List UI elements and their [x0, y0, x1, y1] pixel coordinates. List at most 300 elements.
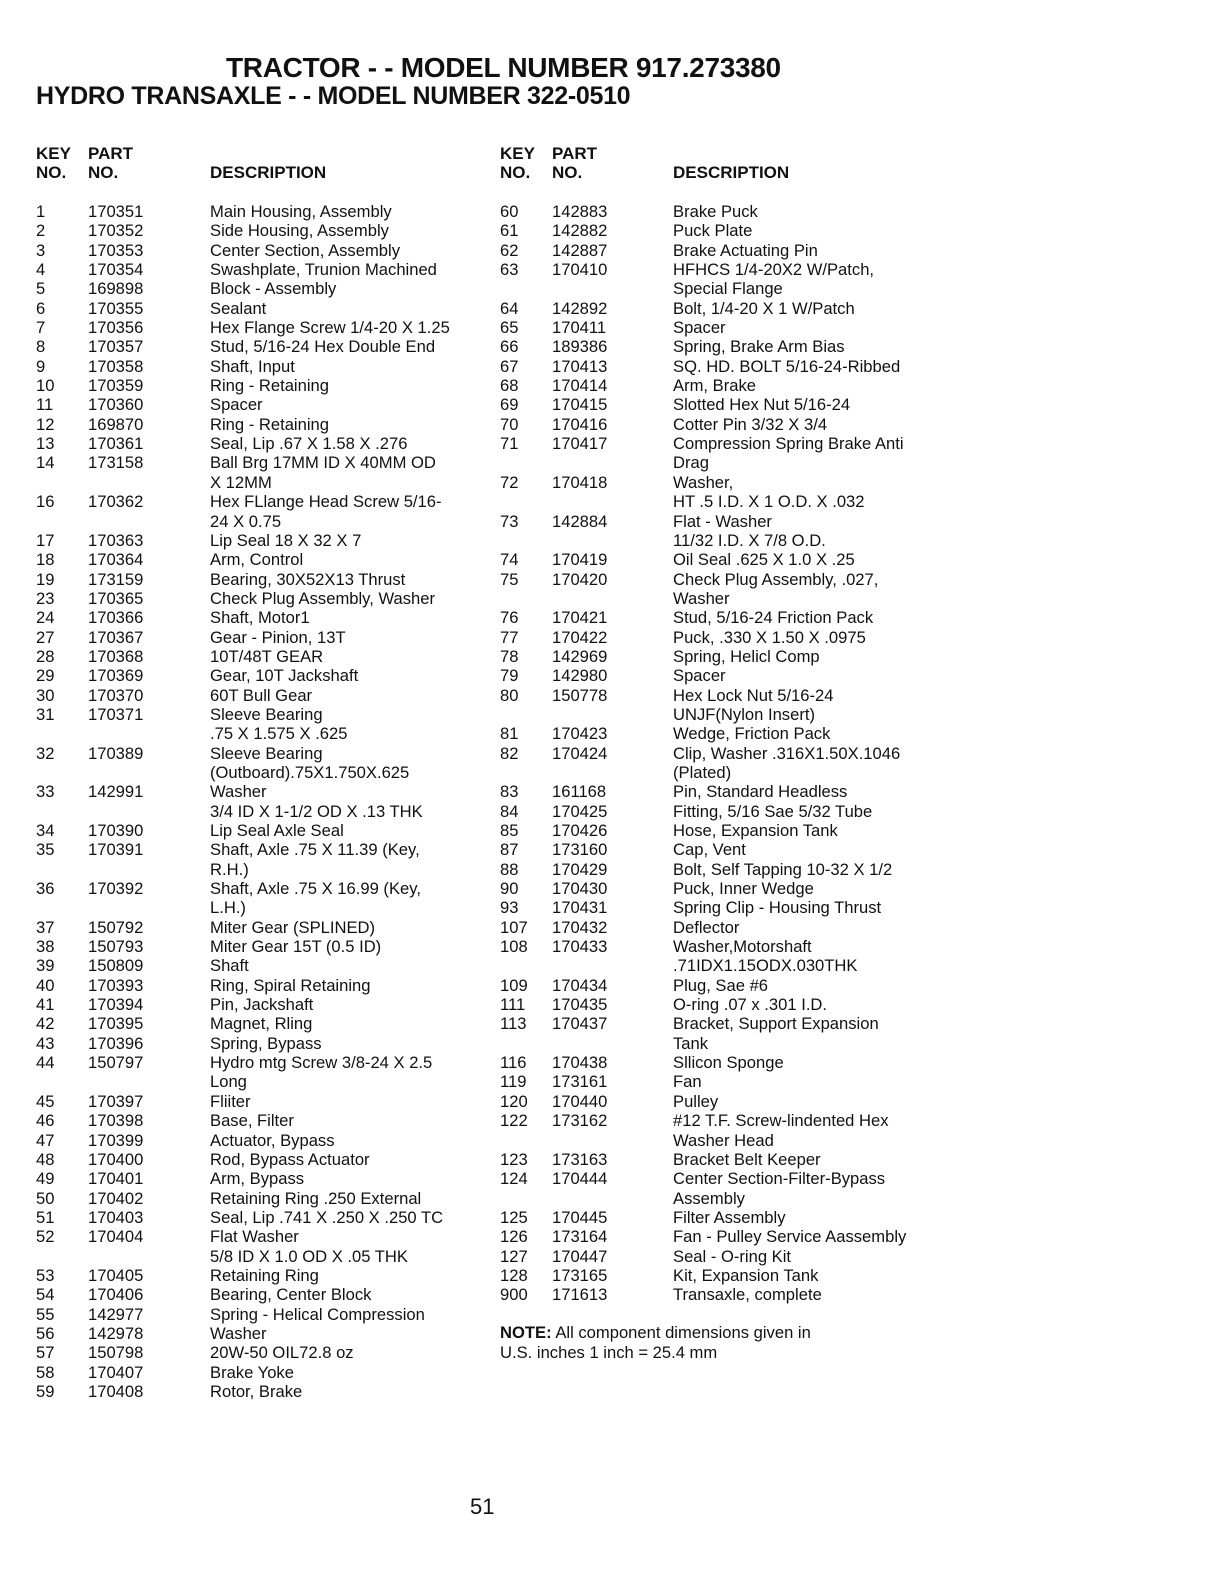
- page-number: 51: [470, 1494, 495, 1519]
- description-line: Cotter Pin 3/32 X 3/4: [673, 414, 828, 434]
- description-line: Lip Seal Axle Seal: [210, 821, 344, 840]
- description-line: Bearing, 30X52X13 Thrust: [210, 569, 406, 589]
- key-no-header-line2: NO.: [36, 163, 67, 182]
- part-row: [36, 1111, 496, 1130]
- description-line: Puck, .330 X 1.50 X .0975: [673, 627, 866, 647]
- key-number: 93: [500, 898, 519, 918]
- description-line: Shaft, Axle .75 X 11.39 (Key,: [210, 840, 420, 860]
- part-row: [500, 821, 950, 840]
- description-line: O-ring .07 x .301 I.D.: [673, 995, 828, 1015]
- part-row: [36, 492, 496, 531]
- description-line: Fan - Pulley Service Aassembly: [673, 1227, 907, 1247]
- key-number: 87: [500, 840, 519, 860]
- part-row: [500, 879, 950, 898]
- part-number: 170395: [88, 1014, 144, 1034]
- part-description: [210, 1382, 496, 1401]
- key-number: 52: [36, 1227, 55, 1247]
- part-number: 170419: [552, 550, 608, 570]
- part-description: [210, 1189, 496, 1208]
- description-line: Bracket, Support Expansion: [673, 1014, 879, 1034]
- key-number: 9: [36, 356, 46, 376]
- dimensions-note: [500, 1323, 950, 1363]
- description-line: Base, Filter: [210, 1111, 294, 1131]
- part-row: [36, 976, 496, 995]
- description-line: Gear, 10T Jackshaft: [210, 666, 359, 686]
- description-line: Rotor, Brake: [210, 1381, 303, 1401]
- key-number: 14: [36, 453, 55, 473]
- part-row: [36, 608, 496, 627]
- part-row: [500, 473, 950, 512]
- key-number: 11: [36, 395, 54, 415]
- key-number: 17: [36, 530, 55, 550]
- key-number: 13: [36, 434, 55, 454]
- part-number: 142978: [88, 1323, 144, 1343]
- part-row: [500, 840, 950, 859]
- part-number: 170371: [88, 704, 144, 724]
- part-number: 170416: [552, 414, 608, 434]
- key-number: 113: [500, 1014, 527, 1034]
- key-number: 24: [36, 608, 55, 628]
- part-number: 170414: [552, 376, 608, 396]
- part-number: 170421: [552, 608, 608, 628]
- part-description: [673, 1092, 950, 1111]
- part-description: [210, 1285, 496, 1304]
- part-row: [36, 1382, 496, 1401]
- description-line: Arm, Bypass: [210, 1169, 305, 1189]
- part-row: [500, 299, 950, 318]
- part-description: [210, 821, 496, 840]
- description-line: Brake Yoke: [210, 1362, 294, 1382]
- key-number: 108: [500, 937, 528, 957]
- part-number: 170359: [88, 376, 144, 396]
- part-description: [673, 802, 950, 821]
- key-number: 47: [36, 1130, 55, 1150]
- part-description: [673, 1169, 950, 1208]
- key-number: 82: [500, 743, 519, 763]
- part-row: [500, 802, 950, 821]
- part-number: 170447: [552, 1246, 608, 1266]
- part-row: [500, 647, 950, 666]
- description-line: Ring - Retaining: [210, 414, 329, 434]
- part-row: [500, 415, 950, 434]
- column-header: [36, 144, 496, 184]
- part-description: [210, 1053, 496, 1092]
- part-number: 170407: [88, 1362, 144, 1382]
- part-number: 170392: [88, 879, 144, 899]
- part-description: [210, 840, 496, 879]
- description-line: Flat Washer: [210, 1227, 299, 1247]
- description-line: Sleeve Bearing: [210, 743, 323, 763]
- part-number: 173162: [552, 1111, 608, 1131]
- part-number: 170418: [552, 472, 608, 492]
- part-description: [673, 337, 950, 356]
- key-number: 2: [36, 221, 46, 241]
- description-line: Shaft, Input: [210, 356, 295, 376]
- part-row: [500, 666, 950, 685]
- part-description: [673, 202, 950, 221]
- part-number: 170425: [552, 801, 608, 821]
- part-number: 170408: [88, 1381, 144, 1401]
- part-number: 170361: [88, 434, 144, 454]
- description-line: Stud, 5/16-24 Friction Pack: [673, 608, 874, 628]
- part-number: 170400: [88, 1149, 144, 1169]
- part-description: [673, 879, 950, 898]
- part-number: 142887: [552, 240, 608, 260]
- key-number: 90: [500, 879, 519, 899]
- description-line: Wedge, Friction Pack: [673, 724, 831, 744]
- description-line: R.H.): [210, 859, 249, 879]
- part-number: 150778: [552, 685, 608, 705]
- part-number: 170360: [88, 395, 144, 415]
- part-description: [673, 782, 950, 801]
- part-row: [500, 1092, 950, 1111]
- note-label: NOTE:: [500, 1322, 552, 1342]
- description-line: Hydro mtg Screw 3/8-24 X 2.5: [210, 1053, 433, 1073]
- part-number: 170368: [88, 646, 144, 666]
- description-line: #12 T.F. Screw-lindented Hex: [673, 1111, 889, 1131]
- part-description: [210, 1111, 496, 1130]
- part-row: [36, 1343, 496, 1362]
- description-line: Miter Gear (SPLINED): [210, 917, 376, 937]
- part-row: [36, 318, 496, 337]
- description-line: 5/8 ID X 1.0 OD X .05 THK: [210, 1246, 408, 1266]
- part-number: 173160: [552, 840, 608, 860]
- key-number: 42: [36, 1014, 55, 1034]
- note-line2: U.S. inches 1 inch = 25.4 mm: [500, 1342, 718, 1362]
- part-description: [210, 492, 496, 531]
- part-description: [210, 299, 496, 318]
- part-description: [210, 995, 496, 1014]
- part-number: 169898: [88, 279, 144, 299]
- key-number: 6: [36, 298, 46, 318]
- key-number: 124: [500, 1169, 528, 1189]
- key-number: 85: [500, 821, 519, 840]
- part-number: 142892: [552, 298, 608, 318]
- description-line: Shaft, Motor1: [210, 608, 310, 628]
- description-line: Check Plug Assembly, .027,: [673, 569, 879, 589]
- key-number: 37: [36, 917, 55, 937]
- part-number: 170363: [88, 530, 144, 550]
- column-header: [500, 144, 950, 184]
- part-row: [36, 1169, 496, 1188]
- key-number: 19: [36, 569, 55, 589]
- description-line: Plug, Sae #6: [673, 975, 769, 995]
- key-number: 1: [36, 202, 46, 221]
- description-line: Side Housing, Assembly: [210, 221, 389, 241]
- part-row: [36, 956, 496, 975]
- part-row: [500, 376, 950, 395]
- key-number: 58: [36, 1362, 55, 1382]
- description-line: Retaining Ring: [210, 1265, 319, 1285]
- key-number: 127: [500, 1246, 528, 1266]
- description-line: Pulley: [673, 1091, 719, 1111]
- key-number: 53: [36, 1265, 55, 1285]
- part-description: [210, 202, 496, 221]
- description-line: 60T Bull Gear: [210, 685, 313, 705]
- part-row: [500, 1072, 950, 1091]
- description-line: Hose, Expansion Tank: [673, 821, 838, 840]
- part-row: [36, 666, 496, 685]
- part-row: [36, 1189, 496, 1208]
- page-subtitle: HYDRO TRANSAXLE - - MODEL NUMBER 322-0510: [36, 82, 631, 110]
- part-number: 170426: [552, 821, 608, 840]
- part-number: 170438: [552, 1053, 608, 1073]
- part-number: 170365: [88, 588, 144, 608]
- part-row: [500, 686, 950, 725]
- part-row: [500, 918, 950, 937]
- part-row: [500, 976, 950, 995]
- part-description: [210, 647, 496, 666]
- description-line: Lip Seal 18 X 32 X 7: [210, 530, 362, 550]
- part-row: [500, 1227, 950, 1246]
- part-number: 150809: [88, 956, 144, 976]
- description-line: Spacer: [673, 666, 726, 686]
- key-number: 59: [36, 1381, 55, 1401]
- part-number: 161168: [552, 782, 607, 802]
- description-line: Fliiter: [210, 1091, 251, 1111]
- description-line: Hex Flange Screw 1/4-20 X 1.25: [210, 318, 450, 338]
- key-number: 32: [36, 743, 55, 763]
- description-line: Washer Head: [673, 1130, 774, 1150]
- part-number: 170413: [552, 356, 608, 376]
- part-description: [210, 221, 496, 240]
- key-number: 33: [36, 782, 55, 802]
- part-number: 170405: [88, 1265, 144, 1285]
- description-line: Swashplate, Trunion Machined: [210, 260, 437, 280]
- description-line: Transaxle, complete: [673, 1285, 822, 1305]
- key-number: 60: [500, 202, 519, 221]
- part-row: [36, 918, 496, 937]
- part-row: [36, 1053, 496, 1092]
- description-line: Bracket Belt Keeper: [673, 1149, 821, 1169]
- key-number: 80: [500, 685, 519, 705]
- part-row: [36, 434, 496, 453]
- key-number: 69: [500, 395, 519, 415]
- description-line: Miter Gear 15T (0.5 ID): [210, 937, 382, 957]
- part-number: 142991: [88, 782, 144, 802]
- part-row: [36, 1305, 496, 1324]
- key-number: 123: [500, 1149, 528, 1169]
- description-line: SQ. HD. BOLT 5/16-24-Ribbed: [673, 356, 901, 376]
- key-number: 46: [36, 1111, 55, 1131]
- key-number: 4: [36, 260, 46, 280]
- description-line: Shaft, Axle .75 X 16.99 (Key,: [210, 879, 421, 899]
- part-description: [210, 434, 496, 453]
- part-description: [673, 744, 950, 783]
- part-description: [673, 608, 950, 627]
- description-line: .71IDX1.15ODX.030THK: [673, 956, 858, 976]
- key-number: 7: [36, 318, 46, 338]
- key-number: 49: [36, 1169, 55, 1189]
- description-line: Assembly: [673, 1188, 745, 1208]
- part-description: [673, 1285, 950, 1304]
- key-number: 125: [500, 1207, 528, 1227]
- description-line: Spring Clip - Housing Thrust: [673, 898, 882, 918]
- part-number: 170399: [88, 1130, 144, 1150]
- part-description: [673, 976, 950, 995]
- part-row: [500, 550, 950, 569]
- part-row: [36, 337, 496, 356]
- part-number: 170391: [88, 840, 144, 860]
- part-number: 150792: [88, 917, 144, 937]
- key-number: 128: [500, 1265, 528, 1285]
- key-number: 71: [500, 434, 519, 454]
- description-line: Center Section, Assembly: [210, 240, 400, 260]
- key-number: 39: [36, 956, 55, 976]
- part-description: [673, 1053, 950, 1072]
- description-line: (Outboard).75X1.750X.625: [210, 762, 410, 782]
- part-description: [673, 1072, 950, 1091]
- part-row: [500, 608, 950, 627]
- part-number: 170370: [88, 685, 144, 705]
- description-line: Slotted Hex Nut 5/16-24: [673, 395, 851, 415]
- description-line: UNJF(Nylon Insert): [673, 704, 815, 724]
- part-row: [500, 318, 950, 337]
- part-number: 142980: [552, 666, 608, 686]
- parts-column-left: [36, 144, 496, 1401]
- part-row: [500, 995, 950, 1014]
- part-row: [36, 1034, 496, 1053]
- description-line: Washer: [210, 782, 267, 802]
- part-row: [36, 221, 496, 240]
- part-description: [673, 1208, 950, 1227]
- part-number: 142884: [552, 511, 608, 531]
- part-no-header-line2: NO.: [552, 163, 583, 182]
- part-description: [210, 357, 496, 376]
- part-number: 170357: [88, 337, 144, 357]
- part-description: [673, 318, 950, 337]
- part-description: [210, 1131, 496, 1150]
- part-row: [36, 453, 496, 492]
- part-number: 170364: [88, 550, 144, 570]
- description-line: Sleeve Bearing: [210, 704, 323, 724]
- part-description: [210, 589, 496, 608]
- description-line: Block - Assembly: [210, 279, 337, 299]
- part-row: [500, 202, 950, 221]
- description-line: Fitting, 5/16 Sae 5/32 Tube: [673, 801, 873, 821]
- description-line: Puck, Inner Wedge: [673, 879, 814, 899]
- part-row: [36, 821, 496, 840]
- part-row: [36, 686, 496, 705]
- part-description: [210, 395, 496, 414]
- part-row: [500, 937, 950, 976]
- part-description: [210, 318, 496, 337]
- part-row: [36, 744, 496, 783]
- key-number: 120: [500, 1091, 528, 1111]
- parts-column-right: [500, 144, 950, 1363]
- part-description: [673, 1014, 950, 1053]
- part-description: [673, 299, 950, 318]
- part-number: 170352: [88, 221, 144, 241]
- key-number: 79: [500, 666, 519, 686]
- description-line: Spacer: [673, 318, 726, 338]
- part-row: [36, 1150, 496, 1169]
- part-row: [36, 357, 496, 376]
- description-line: Washer: [210, 1323, 267, 1343]
- key-number: 31: [36, 704, 55, 724]
- part-number: 170394: [88, 995, 144, 1015]
- part-description: [210, 1305, 496, 1324]
- description-header: DESCRIPTION: [210, 163, 327, 182]
- part-row: [36, 376, 496, 395]
- description-line: Hex FLlange Head Screw 5/16-: [210, 492, 442, 512]
- part-row: [36, 995, 496, 1014]
- part-row: [500, 1247, 950, 1266]
- key-number: 34: [36, 821, 55, 840]
- key-number: 107: [500, 917, 528, 937]
- key-number: 68: [500, 376, 519, 396]
- part-number: 169870: [88, 414, 144, 434]
- part-description: [673, 434, 950, 473]
- part-row: [36, 1285, 496, 1304]
- key-number: 84: [500, 801, 519, 821]
- part-row: [500, 570, 950, 609]
- part-description: [673, 550, 950, 569]
- description-line: Sllicon Sponge: [673, 1053, 784, 1073]
- key-number: 23: [36, 588, 55, 608]
- key-number: 57: [36, 1343, 55, 1363]
- description-line: Tank: [673, 1033, 709, 1053]
- part-row: [36, 260, 496, 279]
- part-description: [210, 260, 496, 279]
- part-description: [210, 241, 496, 260]
- key-number: 67: [500, 356, 519, 376]
- key-number: 41: [36, 995, 55, 1015]
- description-line: 20W-50 OIL72.8 oz: [210, 1343, 354, 1363]
- part-description: [210, 1343, 496, 1362]
- key-number: 45: [36, 1091, 55, 1111]
- part-row: [36, 1324, 496, 1343]
- part-number: 170402: [88, 1188, 144, 1208]
- part-row: [500, 1111, 950, 1150]
- part-row: [36, 415, 496, 434]
- part-description: [673, 1111, 950, 1150]
- part-no-header-line1: PART: [552, 144, 598, 163]
- description-line: Shaft: [210, 956, 249, 976]
- description-line: HFHCS 1/4-20X2 W/Patch,: [673, 260, 875, 280]
- part-number: 170445: [552, 1207, 608, 1227]
- part-number: 173159: [88, 569, 144, 589]
- part-number: 170396: [88, 1033, 144, 1053]
- key-number: 62: [500, 240, 519, 260]
- key-number: 35: [36, 840, 55, 860]
- part-row: [36, 937, 496, 956]
- description-line: Magnet, Rling: [210, 1014, 313, 1034]
- key-number: 63: [500, 260, 519, 280]
- part-description: [673, 395, 950, 414]
- part-description: [210, 550, 496, 569]
- key-number: 10: [36, 376, 55, 396]
- part-row: [36, 1131, 496, 1150]
- description-line: Sealant: [210, 298, 267, 318]
- description-line: Deflector: [673, 917, 740, 937]
- part-description: [210, 782, 496, 821]
- description-line: Ring - Retaining: [210, 376, 329, 396]
- part-number: 170433: [552, 937, 608, 957]
- part-number: 170431: [552, 898, 608, 918]
- part-number: 142882: [552, 221, 608, 241]
- part-number: 170354: [88, 260, 144, 280]
- part-description: [210, 1034, 496, 1053]
- description-line: Brake Puck: [673, 202, 758, 221]
- key-number: 122: [500, 1111, 528, 1131]
- description-line: Flat - Washer: [673, 511, 772, 531]
- description-line: L.H.): [210, 898, 246, 918]
- key-no-header-line1: KEY: [36, 144, 71, 163]
- part-number: 170410: [552, 260, 608, 280]
- key-number: 111: [500, 995, 526, 1015]
- part-number: 170434: [552, 975, 608, 995]
